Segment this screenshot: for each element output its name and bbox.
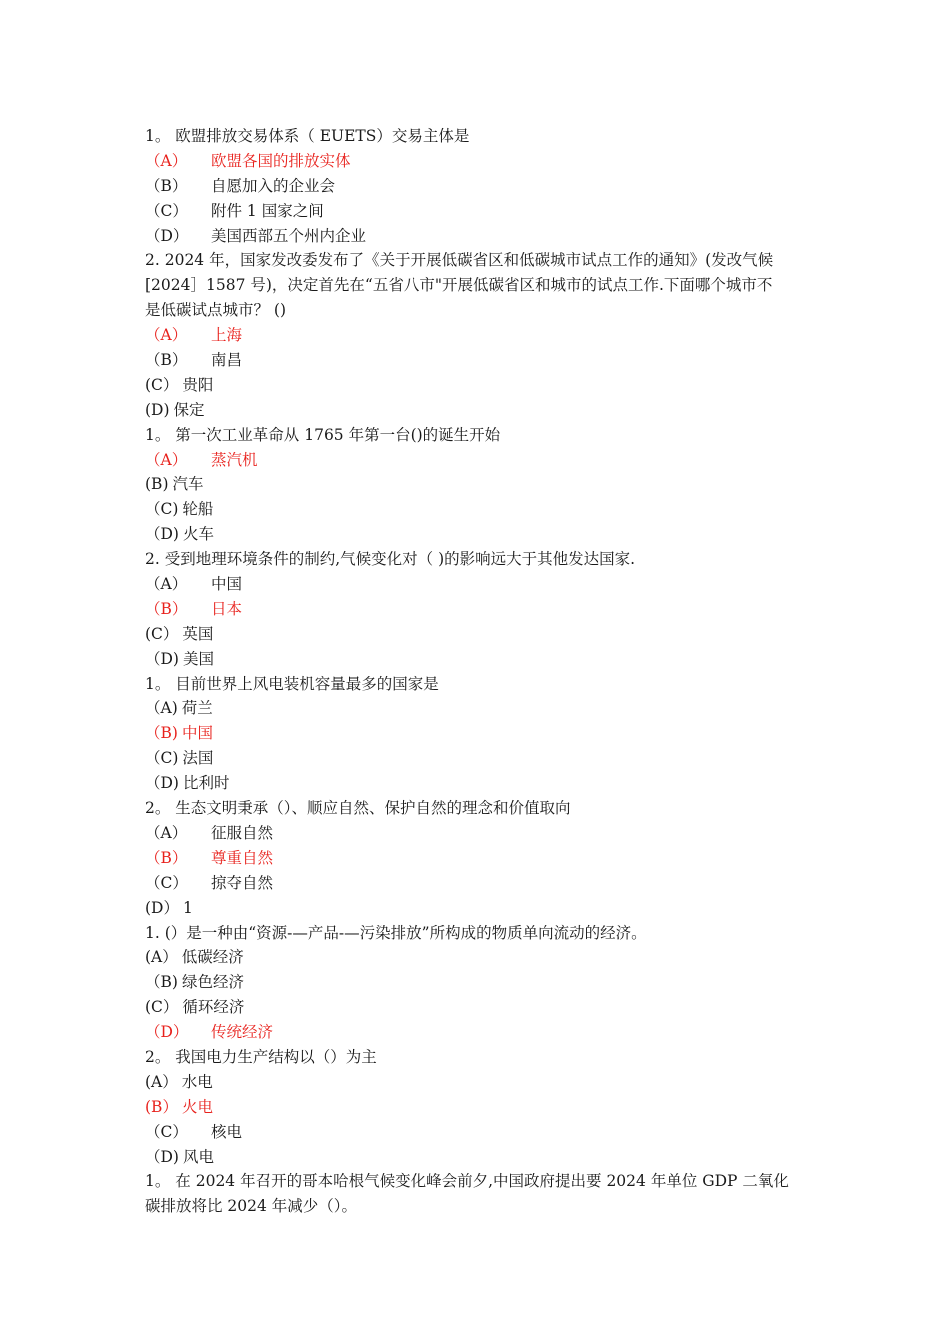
option-text: 法国 [182,749,214,768]
question-line: 2. 受到地理环境条件的制约,气候变化对（ )的影响远大于其他发达国家. [145,550,636,569]
question-text [145,248,810,273]
option-label: （A） [145,575,188,594]
option-text: 中国 [181,724,213,743]
option-label: （A） [145,151,188,170]
option-text: 日本 [211,599,243,618]
answer-option [145,1020,810,1045]
question-line: 2。 我国电力生产结构以（）为主 [145,1047,377,1066]
option-label: （D) [145,774,179,793]
option-label: (C） [145,624,179,643]
answer-option [145,771,810,796]
document-body [145,124,810,1219]
question-text [145,796,810,821]
answer-option [145,448,810,473]
option-text: 英国 [182,624,214,643]
question-line: 1. (）是一种由“资源-—产品-—污染排放”所构成的物质单向流动的经济。 [145,923,647,942]
answer-option [145,721,810,746]
option-text: 风电 [182,1147,214,1166]
option-text: 传统经济 [211,1023,274,1042]
option-text: 轮船 [182,500,214,519]
question-text [145,547,810,572]
answer-option [145,497,810,522]
question-line: 2。 生态文明秉承（）、顺应自然、保护自然的理念和价值取向 [145,799,571,818]
question-text [145,273,810,298]
answer-option [145,622,810,647]
option-label: （B） [145,599,188,618]
option-text: 绿色经济 [181,973,244,992]
option-label: （C) [145,500,179,519]
question-line: 是低碳试点城市？ () [145,301,287,320]
answer-option [145,970,810,995]
option-text: 汽车 [172,475,204,494]
answer-option [145,746,810,771]
option-label: （B) [145,724,178,743]
question-text [145,1194,810,1219]
option-text: 自愿加入的企业会 [211,176,336,195]
option-label: （C） [145,1122,188,1141]
answer-option [145,224,810,249]
answer-option [145,995,810,1020]
question-text [145,672,810,697]
option-label: （C) [145,749,179,768]
question-text [145,298,810,323]
option-label: (C） [145,375,179,394]
option-label: (D） [145,898,179,917]
option-text: 中国 [211,575,243,594]
question-line: 1。 第一次工业革命从 1765 年第一台()的诞生开始 [145,425,501,444]
option-label: （B） [145,848,188,867]
answer-option [145,323,810,348]
option-label: （C） [145,201,188,220]
option-text: 欧盟各国的排放实体 [211,151,351,170]
answer-option [145,871,810,896]
option-text: 水电 [181,1072,213,1091]
question-line: 1。 欧盟排放交易体系（ EUETS）交易主体是 [145,127,470,145]
question-line: 1。 目前世界上风电装机容量最多的国家是 [145,674,439,693]
answer-option [145,1145,810,1170]
question-line: 2. 2024 年，国家发改委发布了《关于开展低碳省区和低碳城市试点工作的通知》(发改气候 [145,251,774,270]
answer-option [145,472,810,497]
option-text: 蒸汽机 [211,450,258,469]
option-label: （D) [145,649,179,668]
answer-option [145,174,810,199]
question-text [145,124,810,149]
option-label: (D) [145,400,170,419]
option-label: (B） [145,1097,178,1116]
answer-option [145,597,810,622]
option-text: 美国西部五个州内企业 [211,226,367,245]
option-label: （C） [145,873,188,892]
option-text: 比利时 [182,774,230,793]
option-text: 1 [182,898,193,917]
option-text: 贵阳 [182,375,214,394]
answer-option [145,572,810,597]
option-label: (C） [145,998,179,1017]
answer-option [145,896,810,921]
option-text: 附件 1 国家之间 [211,201,324,220]
question-text [145,423,810,448]
answer-option [145,398,810,423]
question-text [145,1169,810,1194]
answer-option [145,1070,810,1095]
answer-option [145,945,810,970]
option-label: （A） [145,823,188,842]
option-text: 美国 [182,649,214,668]
option-label: （B) [145,973,178,992]
answer-option [145,1095,810,1120]
question-text [145,921,810,946]
option-label: （D) [145,525,179,544]
option-label: （A） [145,450,188,469]
answer-option [145,821,810,846]
answer-option [145,199,810,224]
option-label: （D) [145,1147,179,1166]
answer-option [145,647,810,672]
question-text [145,1045,810,1070]
answer-option [145,348,810,373]
option-text: 火车 [182,525,214,544]
option-text: 循环经济 [182,998,245,1017]
option-text: 低碳经济 [181,948,244,967]
question-line: [2024］1587 号)，决定首先在“五省八市"开展低碳省区和城市的试点工作.下面哪个城市不 [145,276,773,295]
option-label: （D） [145,1023,189,1042]
option-text: 保定 [173,400,205,419]
option-label: (A） [145,1072,178,1091]
option-text: 征服自然 [211,823,274,842]
option-text: 荷兰 [181,699,213,718]
question-line: 碳排放将比 2024 年减少（）。 [145,1197,358,1216]
option-text: 火电 [181,1097,213,1116]
option-text: 南昌 [211,351,243,370]
answer-option [145,1120,810,1145]
answer-option [145,373,810,398]
answer-option [145,696,810,721]
option-label: (A） [145,948,178,967]
answer-option [145,149,810,174]
option-label: （A) [145,699,178,718]
answer-option [145,846,810,871]
option-text: 尊重自然 [211,848,274,867]
option-text: 核电 [211,1122,243,1141]
option-label: （B） [145,351,188,370]
option-text: 上海 [211,326,243,345]
option-label: (B) [145,475,169,494]
option-label: （B） [145,176,188,195]
answer-option [145,522,810,547]
option-label: （D） [145,226,189,245]
option-text: 掠夺自然 [211,873,274,892]
option-label: （A） [145,326,188,345]
question-line: 1。 在 2024 年召开的哥本哈根气候变化峰会前夕,中国政府提出要 2024 年单位 GDP 二氧化 [145,1172,789,1191]
